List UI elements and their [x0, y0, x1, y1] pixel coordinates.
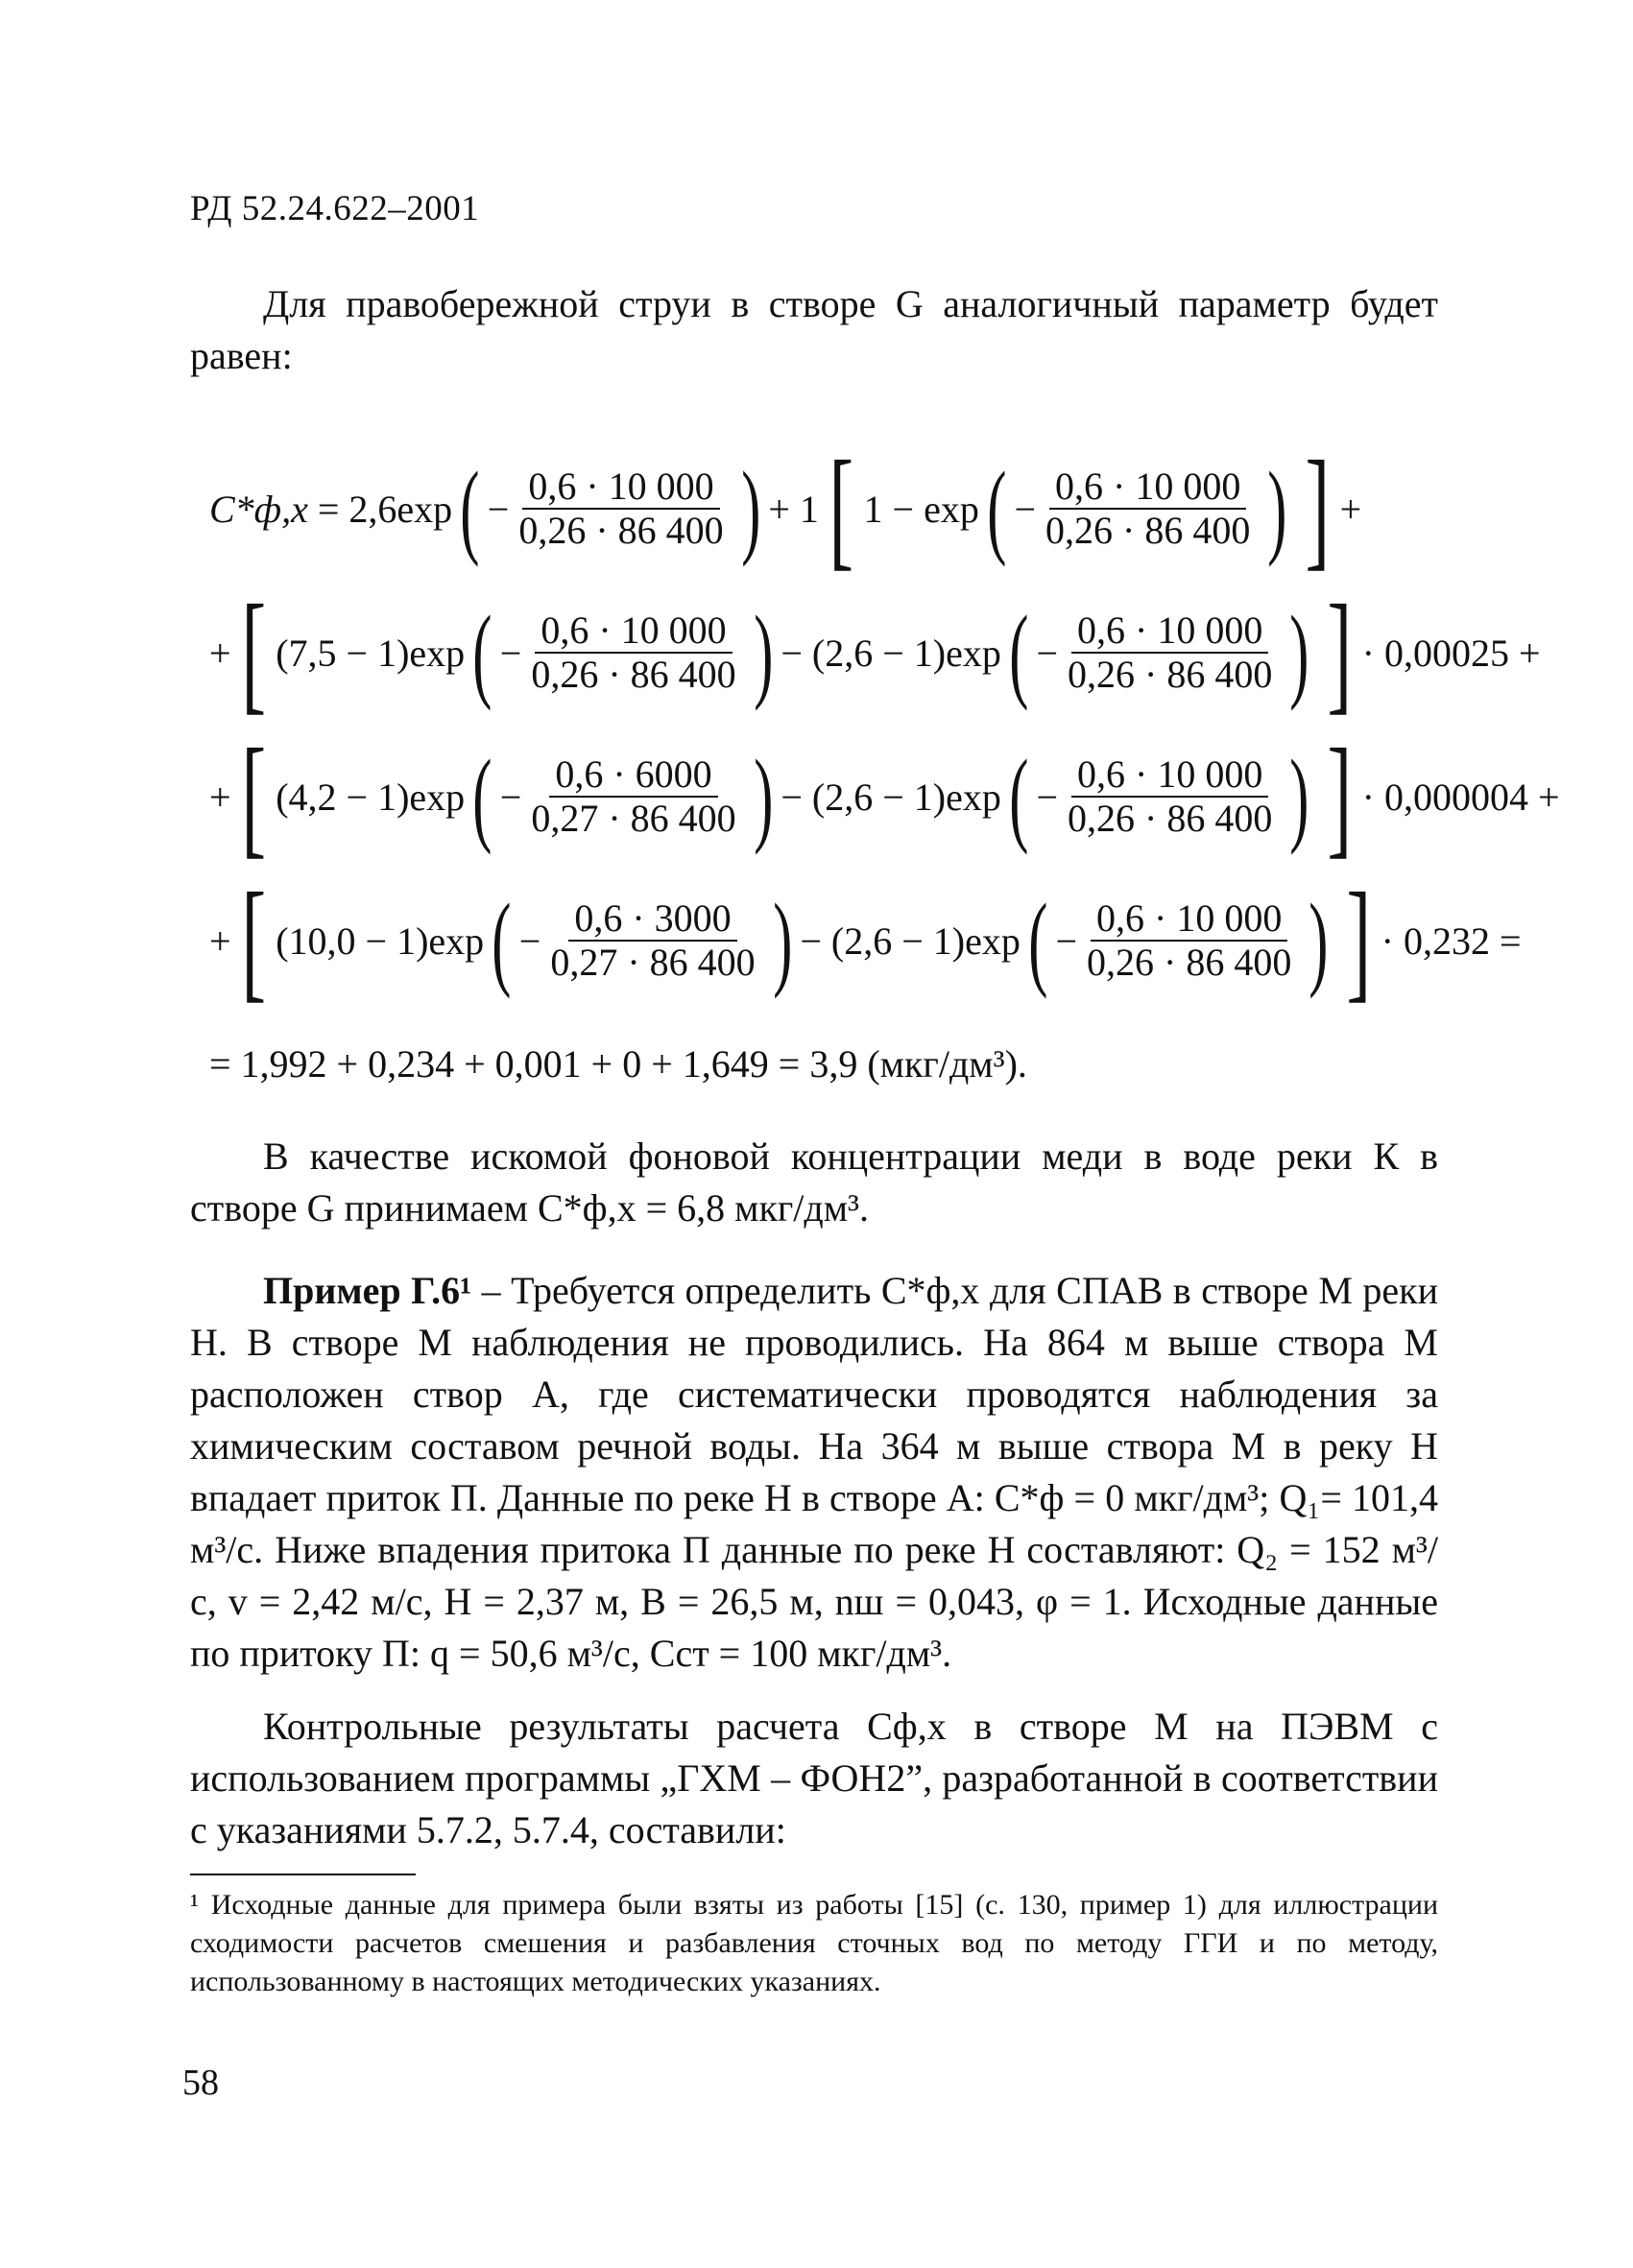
formula-row-4: + [ (10,0 − 1)exp ( − $\frac{0,6 \cdot 3000}{0,27 \cdot 86 400}$ ) − (2,6 − 1)exp ( − $\frac{0,6 \cdot 10 000}{0,26 \cdot 86 400}$ ) ] · 0,232 =	[209, 866, 1522, 1015]
fraction: $\frac{0,6 \cdot 3000}{0,27 \cdot 86 400}$	[550, 896, 756, 984]
fraction: $\frac{0,6 \cdot 10 000}{0,26 \cdot 86 400}$	[518, 465, 724, 552]
formula-eq: = 2,6exp	[317, 487, 453, 531]
intro-paragraph: Для правобережной струи в створе G аналогичный параметр будет равен:	[190, 282, 1438, 377]
conclusion-paragraph: В качестве искомой фоновой концентрации меди в воде реки К в створе G принимаем C*ф,x = 6,8 мкг/дм³.	[190, 1134, 1438, 1229]
formula-lhs: C*ф,x	[209, 487, 308, 531]
fraction: $\frac{0,6 \cdot 10 000}{0,26 \cdot 86 400}$	[1068, 752, 1273, 840]
formula-result: = 1,992 + 0,234 + 0,001 + 0 + 1,649 = 3,9 (мкг/дм³).	[209, 1042, 1027, 1086]
formula-row-3: + [ (4,2 − 1)exp ( − $\frac{0,6 \cdot 6000}{0,27 \cdot 86 400}$ ) − (2,6 − 1)exp ( − $\frac{0,6 \cdot 10 000}{0,26 \cdot 86 400}$ ) ] · 0,000004 +	[209, 722, 1560, 871]
example-lead: Пример Г.6¹	[263, 1269, 472, 1312]
fraction: $\frac{0,6 \cdot 10 000}{0,26 \cdot 86 400}$	[1087, 896, 1292, 984]
fraction: $\frac{0,6 \cdot 6000}{0,27 \cdot 86 400}$	[531, 752, 736, 840]
fraction: $\frac{0,6 \cdot 10 000}{0,26 \cdot 86 400}$	[531, 609, 736, 696]
results-paragraph: Контрольные результаты расчета Cф,x в створе M на ПЭВМ с использованием программы „ГХМ – ФОН2”, разработанной в соответствии с указаниями 5.7.2, 5.7.4, составили:	[190, 1705, 1438, 1851]
footnote: ¹ Исходные данные для примера были взяты из работы [15] (с. 130, пример 1) для иллюстрации сходимости расчетов смешения и разбавления сточных вод по методу ГГИ и по методу, использованному в настоящих методических указаниях.	[190, 1889, 1438, 1997]
document-code-header: РД 52.24.622–2001	[190, 189, 480, 228]
footnote-divider	[190, 1874, 416, 1875]
fraction: $\frac{0,6 \cdot 10 000}{0,26 \cdot 86 400}$	[1068, 609, 1273, 696]
formula-row-2: + [ (7,5 − 1)exp ( − $\frac{0,6 \cdot 10 000}{0,26 \cdot 86 400}$ ) − (2,6 − 1)exp ( − $\frac{0,6 \cdot 10 000}{0,26 \cdot 86 400}$ ) ] · 0,00025 +	[209, 578, 1541, 727]
page-number: 58	[182, 2063, 219, 2103]
formula-row-1: C*ф,x = 2,6exp ( − $\frac{0,6 \cdot 10 000}{0,26 \cdot 86 400}$ ) + 1 [ 1 − exp ( − $\frac{0,6 \cdot 10 000}{0,26 \cdot 86 400}$ ) ] +	[209, 434, 1362, 583]
example-paragraph: Пример Г.6¹ – Требуется определить C*ф,x для СПАВ в створе M реки Н. В створе M наблюдения не проводились. На 864 м выше створа M расположен створ A, где систематически проводятся наблюдения за химическим составом речной воды. На 364 м выше створа M в реку Н впадает приток П. Данные по реке Н в створе A: C*ф = 0 мкг/дм³; Q₁= 101,4 м³/с. Ниже впадения притока П данные по реке Н составляют: Q₂ = 152 м³/с, v = 2,42 м/с, H = 2,37 м, B = 26,5 м, nш = 0,043, φ = 1. Исходные данные по притоку П: q = 50,6 м³/с, Cст = 100 мкг/дм³.	[190, 1269, 1438, 1675]
fraction: $\frac{0,6 \cdot 10 000}{0,26 \cdot 86 400}$	[1045, 465, 1251, 552]
